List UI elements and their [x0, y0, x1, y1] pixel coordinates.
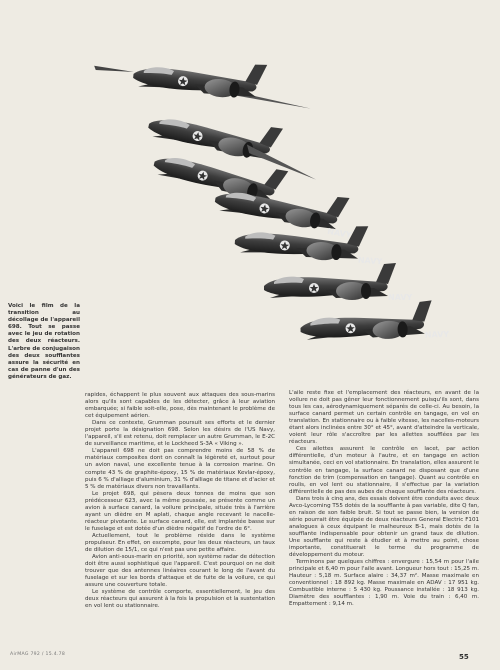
photo-caption: [8, 303, 80, 381]
paragraph: Dans trois à cinq ans, des essais doivent être conduits avec deux Avco-Lycoming T55 dotés de la soufflante à pas variable, dite Q fan, en raison de son faible bruit. Si tout se passe bien, la version de série pourrait être équipée de deux réacteurs General Electric F101 analogues à ceux équipant le malheureux B-1, mais dotés de la soufflante indispensable pour obtenir un grand taux de dilution. Une soufflante qui reste à étudier et à mettre au point, chose importante, constituerait le terme du programme de développement du moteur.: [289, 495, 479, 559]
paragraph: L'appareil 698 ne doit pas comprendre moins de 58 % de matériaux composites dont on connaît la légèreté et, surtout pour un avion naval, une excellente tenue à la corrosion marine. On compte 43 % de graphite-époxy, 15 % de matériaux Kevlar-époxy, puis 6 % d'alliage d'aluminium, 31 % d'alliage de titane et d'acier et 5 % de matériaux divers non travaillants.: [85, 448, 275, 490]
page-number: 55: [459, 653, 469, 661]
paragraph: Terminons par quelques chiffres : envergure : 15,54 m pour l'aile principale et 6,40 m pour l'aile avant. Longueur hors tout : 15,25 m. Hauteur : 5,18 m. Surface alaire : 34,37 m². Masse maximale en conventionnel : 18 892 kg. Masse maximale en ADAV : 17 951 kg. Combustible interne : 5 430 kg. Poussance installée : 18 913 kg. Diamètre des soufflantes : 1,90 m. Voie du train : 6,40 m. Empattement : 9,14 m.: [289, 559, 479, 608]
paragraph: L'aile reste fixe et l'emplacement des réacteurs, en avant de la voilure ne doit pas gêner leur fonctionnement puisqu'ils sont, dans tous les cas, aérodynamiquement séparés de celle-ci. Au besoin, la surface canard permet un certain contrôle en tangage, en vol en translation. En stationnaire ou à faible vitesse, les nacelles-moteurs étant alors inclinées entre 30° et 45°, avant d'atteindre la verticale, voient leur rôle s'accroître par les ailettes soufflées par les réacteurs.: [289, 390, 479, 446]
paragraph: Actuellement, tout le problème réside dans le système propulseur. En effet, on escompte, pour les deux réacteurs, un taux de dilution de 15/1, ce qui n'est pas une petite affaire.: [85, 532, 275, 554]
paragraph: Le projet 698, qui pèsera deux tonnes de moins que son prédécesseur 623, avec la même poussée, se présente comme un avion à surface canard, la voilure principale, située très à l'arrière ayant un dièdre en M aplati, chaque angle recevant le nacelle-réacteur pivotante. Le surface canard, elle, est implantée basse sur le fuselage et est dotée d'un dièdre négatif de l'ordre de 6°.: [85, 490, 275, 532]
paragraph: Le système de contrôle comporte, essentiellement, le jeu des deux réacteurs qui assurent à la fois la propulsion et la sustentation en vol lent ou stationnaire.: [85, 589, 275, 610]
aircraft-frame-7: [300, 300, 450, 344]
text-column-right: [289, 390, 479, 608]
navy-marking: NAVY: [357, 255, 383, 267]
paragraph: Avion anti-sous-marin en priorité, son système radar de détection doit être aussi sophistiqué que l'appareil. C'est pourquoi on ne doit trouver que des antennes linéaires courant le long de l'avant du fuselage et sur les bords d'attaque et de fuite de la voilure, ce qui assure une couverture totale.: [85, 554, 275, 589]
text-column-left: [85, 392, 275, 610]
aircraft-frame-6: [264, 263, 413, 302]
navy-marking: NAVY: [388, 293, 413, 302]
navy-marking: NAVY: [424, 329, 450, 340]
issue-footer: AirMAG 792 / 15.4.78: [10, 652, 66, 657]
aircraft-transition-sequence-illustration: [90, 52, 460, 352]
aircraft-frame-1: [92, 52, 315, 109]
caption-text: Voici le film de la transition au décollage de l'appareil 698. Tout se passe avec le jeu de rotation des deux réacteurs. L'arbre de conjugaison des deux soufflantes assure la sécurité en cas de panne d'un des générateurs de gaz.: [8, 303, 80, 380]
paragraph: Ces ailettes assurent le contrôle en lacet, par action différentielle, d'un moteur à l'autre, et en tangage en action simultanée, ceci en vol stationnaire. En translation, elles assurent le contrôle en tangage, la surface canard ne disposant que d'une fonction de trim (compensation en tangage). Quant au contrôle en roulis, en vol lent ou stationnaire, il s'effectue par la variation différentielle de pas des aubes de chaque soufflante des réacteurs.: [289, 446, 479, 495]
navy-marking: NAVY: [326, 226, 353, 240]
paragraph: rapides, échappent le plus souvent aux attaques des sous-marins alors qu'ils sont capables de les détecter, grâce à leur aviation embarquée; si faible soit-elle, pose, dès maintenant le problème de cet équipement aérien.: [85, 392, 275, 420]
paragraph: Dans ce contexte, Grumman poursuit ses efforts et le dernier projet porte la désignation 698. Selon les désirs de l'US Navy, l'appareil, s'il est retenu, doit remplacer un autre Grumman, le E-2C de surveillance maritime, et le Lockheed S-3A « Viking ».: [85, 420, 275, 448]
